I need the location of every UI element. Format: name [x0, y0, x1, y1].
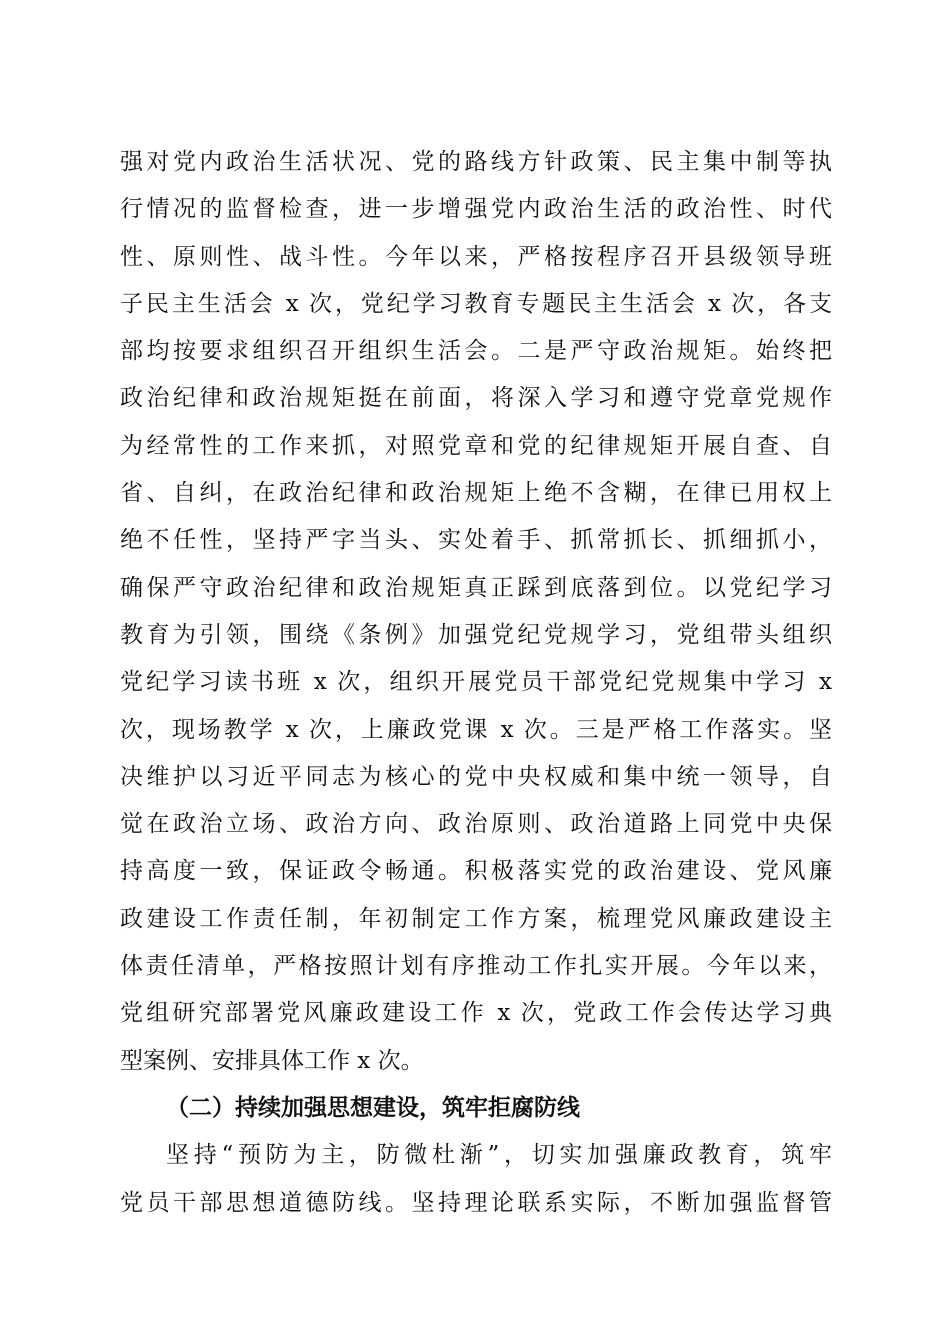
document-body [120, 139, 832, 1227]
paragraph-line: 决维护以习近平同志为核心的党中央权威和集中统一领导，自 [120, 763, 832, 790]
paragraph-line: 为经常性的工作来抓，对照党章和党的纪律规矩开展自查、自 [120, 432, 832, 459]
paragraph-line: 政治纪律和政治规矩挺在前面，将深入学习和遵守党章党规作 [120, 385, 832, 412]
paragraph-line: 行情况的监督检查，进一步增强党内政治生活的政治性、时代 [120, 196, 832, 223]
paragraph-line: 子民主生活会 x 次，党纪学习教育专题民主生活会 x 次，各支 [120, 290, 832, 317]
paragraph-line: 体责任清单，严格按照计划有序推动工作扎实开展。今年以来， [120, 953, 832, 980]
paragraph-line: 党员干部思想道德防线。坚持理论联系实际，不断加强监督管 [120, 1189, 832, 1216]
paragraph-line: 绝不任性，坚持严字当头、实处着手、抓常抓长、抓细抓小， [120, 527, 832, 554]
section-heading: （二）持续加强思想建设，筑牢拒腐防线 [166, 1094, 580, 1121]
paragraph-line: 性、原则性、战斗性。今年以来，严格按程序召开县级领导班 [120, 243, 832, 270]
paragraph-line: 教育为引领，围绕《条例》加强党纪党规学习，党组带头组织 [120, 621, 832, 648]
paragraph-line: 确保严守政治纪律和政治规矩真正踩到底落到位。以党纪学习 [120, 574, 832, 601]
paragraph-line: 觉在政治立场、政治方向、政治原则、政治道路上同党中央保 [120, 811, 832, 838]
paragraph-line: 次，现场教学 x 次，上廉政党课 x 次。三是严格工作落实。坚 [120, 716, 832, 743]
paragraph-line: 党纪学习读书班 x 次，组织开展党员干部党纪党规集中学习 x [120, 669, 832, 696]
paragraph-line: 持高度一致，保证政令畅通。积极落实党的政治建设、党风廉 [120, 858, 832, 885]
paragraph-line: 型案例、安排具体工作 x 次。 [120, 1047, 424, 1074]
paragraph-line: 坚持“预防为主，防微杜渐”，切实加强廉政教育，筑牢 [166, 1142, 832, 1169]
paragraph-line: 政建设工作责任制，年初制定工作方案，梳理党风廉政建设主 [120, 905, 832, 932]
paragraph-line: 党组研究部署党风廉政建设工作 x 次，党政工作会传达学习典 [120, 1000, 832, 1027]
paragraph-line: 强对党内政治生活状况、党的路线方针政策、民主集中制等执 [120, 149, 832, 175]
paragraph-line: 省、自纠，在政治纪律和政治规矩上绝不含糊，在律已用权上 [120, 480, 832, 507]
paragraph-line: 部均按要求组织召开组织生活会。二是严守政治规矩。始终把 [120, 338, 832, 365]
